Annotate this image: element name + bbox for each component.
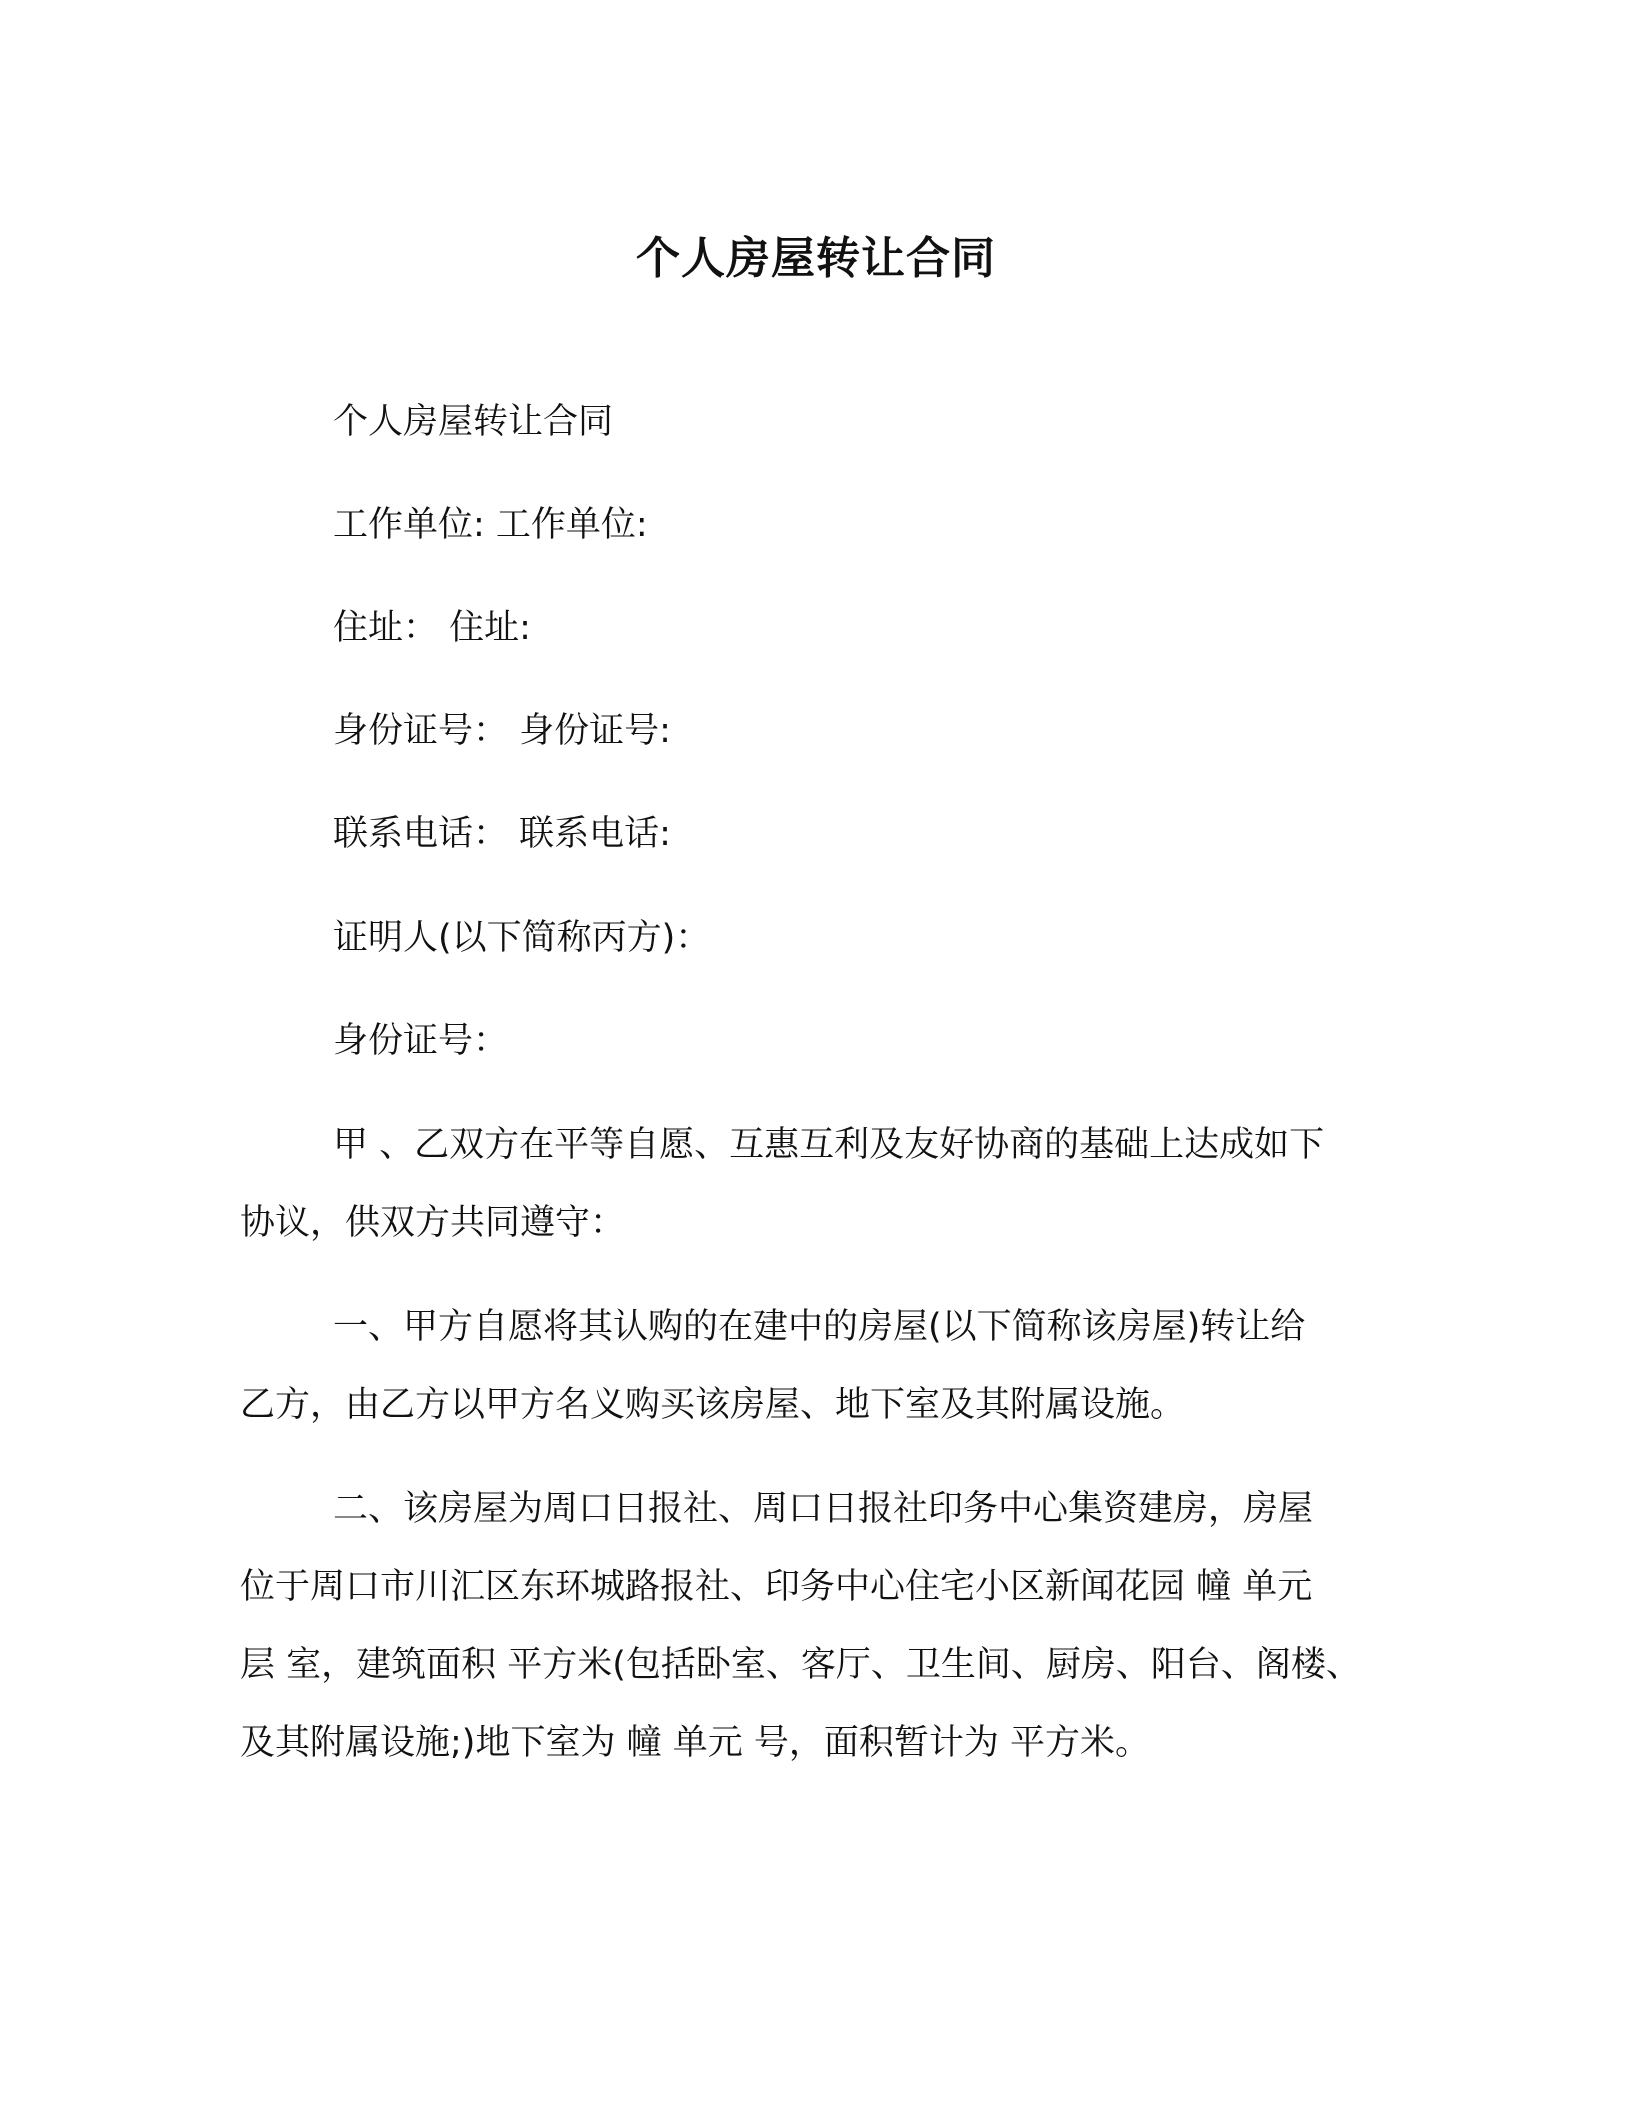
clause-2-line-3: 层 室，建筑面积 平方米(包括卧室、客厅、卫生间、厨房、阳台、阁楼、 xyxy=(240,1645,1361,1685)
id-number-line: 身份证号： 身份证号: xyxy=(333,711,671,751)
clause-1-line-2: 乙方，由乙方以甲方名义购买该房屋、地下室及其附属设施。 xyxy=(240,1385,1186,1425)
phone-line: 联系电话： 联系电话: xyxy=(333,814,671,854)
work-unit-line: 工作单位: 工作单位: xyxy=(333,505,648,545)
address-line: 住址： 住址: xyxy=(333,608,531,648)
clause-2-line-1: 二、该房屋为周口日报社、周口日报社印务中心集资建房，房屋 xyxy=(333,1489,1314,1529)
clause-2-line-4: 及其附属设施;)地下室为 幢 单元 号，面积暂计为 平方米。 xyxy=(240,1723,1150,1763)
clause-2-line-2: 位于周口市川汇区东环城路报社、印务中心住宅小区新闻花园 幢 单元 xyxy=(240,1567,1313,1607)
witness-id-line: 身份证号： xyxy=(333,1021,509,1061)
witness-line: 证明人(以下简称丙方)： xyxy=(333,918,711,958)
subtitle-line: 个人房屋转让合同 xyxy=(333,402,614,442)
document-title: 个人房屋转让合同 xyxy=(636,233,996,284)
clause-1-line-1: 一、甲方自愿将其认购的在建中的房屋(以下简称该房屋)转让给 xyxy=(333,1307,1306,1347)
preamble-line-1: 甲 、乙双方在平等自愿、互惠互利及友好协商的基础上达成如下 xyxy=(333,1125,1325,1165)
preamble-line-2: 协议，供双方共同遵守： xyxy=(240,1203,626,1243)
